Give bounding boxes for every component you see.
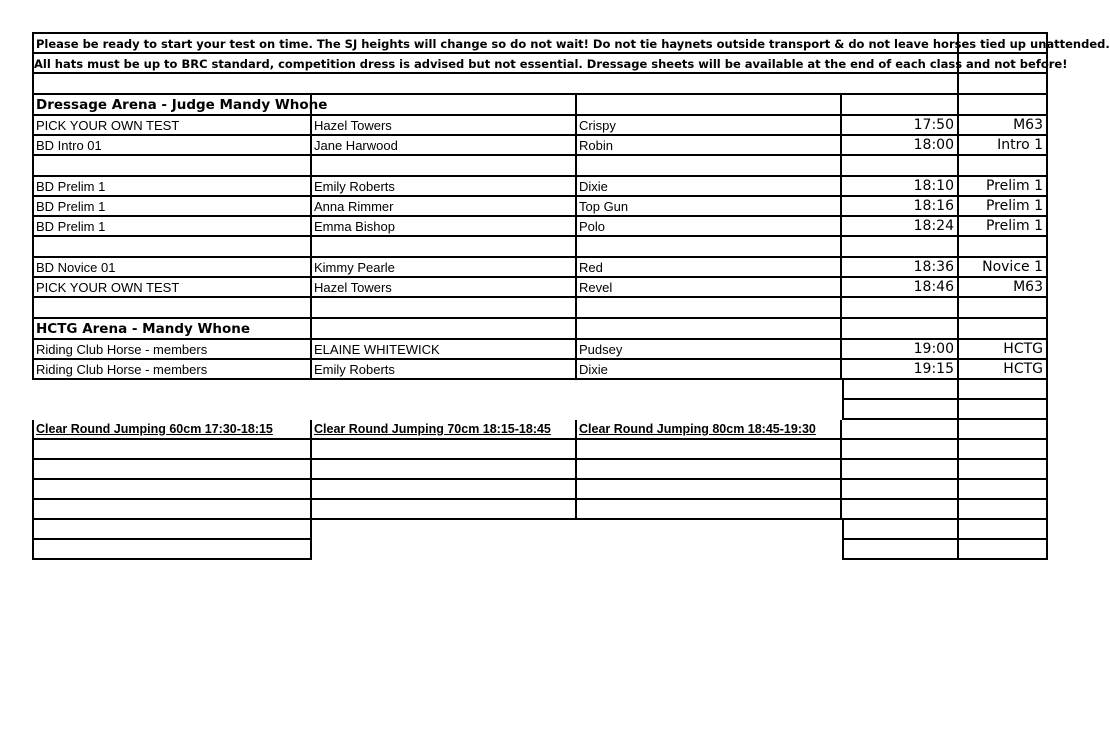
empty-cell <box>959 298 1048 319</box>
start-time: 18:46 <box>842 278 959 298</box>
empty-cell <box>842 420 959 440</box>
test-name: BD Prelim 1 <box>32 177 312 197</box>
empty-cell <box>577 95 842 116</box>
start-time: 17:50 <box>842 116 959 136</box>
test-name: BD Prelim 1 <box>32 217 312 237</box>
notice-line-1: Please be ready to start your test on time. The SJ heights will change so do not wait! Do not tie haynets outside transport & do not leave horses tied up unattended. <box>32 32 959 54</box>
empty-cell <box>842 380 959 400</box>
empty-cell <box>312 319 577 340</box>
empty-cell <box>32 520 312 540</box>
empty-cell <box>959 540 1048 560</box>
test-code: Prelim 1 <box>959 217 1048 237</box>
empty-cell <box>312 298 577 319</box>
test-code: Intro 1 <box>959 136 1048 156</box>
empty-cell <box>577 237 842 258</box>
test-code: M63 <box>959 116 1048 136</box>
empty-cell <box>842 520 959 540</box>
empty-cell <box>577 319 842 340</box>
empty-cell <box>842 95 959 116</box>
empty-cell <box>32 440 312 460</box>
empty-cell <box>32 237 312 258</box>
test-name: Riding Club Horse - members <box>32 360 312 380</box>
empty-cell <box>577 156 842 177</box>
clear-round-heading: Clear Round Jumping 80cm 18:45-19:30 <box>577 420 842 440</box>
empty-cell <box>577 480 842 500</box>
horse-name: Red <box>577 258 842 278</box>
empty-cell <box>312 500 577 520</box>
horse-name: Top Gun <box>577 197 842 217</box>
empty-cell <box>959 440 1048 460</box>
rider-name: Hazel Towers <box>312 278 577 298</box>
start-time: 18:16 <box>842 197 959 217</box>
rider-name: ELAINE WHITEWICK <box>312 340 577 360</box>
horse-name: Crispy <box>577 116 842 136</box>
empty-cell <box>959 420 1048 440</box>
empty-cell <box>842 319 959 340</box>
test-name: PICK YOUR OWN TEST <box>32 278 312 298</box>
clear-round-heading: Clear Round Jumping 60cm 17:30-18:15 <box>32 420 312 440</box>
start-time: 18:00 <box>842 136 959 156</box>
rider-name: Hazel Towers <box>312 116 577 136</box>
horse-name: Polo <box>577 217 842 237</box>
test-name: PICK YOUR OWN TEST <box>32 116 312 136</box>
empty-cell <box>959 520 1048 540</box>
start-time: 19:00 <box>842 340 959 360</box>
empty-cell <box>842 298 959 319</box>
empty-cell <box>959 54 1048 74</box>
empty-cell <box>312 460 577 480</box>
horse-name: Revel <box>577 278 842 298</box>
rider-name: Emily Roberts <box>312 360 577 380</box>
empty-cell <box>32 540 312 560</box>
test-code: HCTG <box>959 340 1048 360</box>
rider-name: Emily Roberts <box>312 177 577 197</box>
test-code: Prelim 1 <box>959 197 1048 217</box>
clear-round-heading: Clear Round Jumping 70cm 18:15-18:45 <box>312 420 577 440</box>
hctg-arena-title: HCTG Arena - Mandy Whone <box>32 319 312 340</box>
empty-cell <box>577 500 842 520</box>
horse-name: Pudsey <box>577 340 842 360</box>
empty-cell <box>32 74 959 95</box>
dressage-arena-title: Dressage Arena - Judge Mandy Whone <box>32 95 312 116</box>
test-name: Riding Club Horse - members <box>32 340 312 360</box>
start-time: 18:36 <box>842 258 959 278</box>
empty-cell <box>577 460 842 480</box>
empty-cell <box>32 500 312 520</box>
start-time: 18:10 <box>842 177 959 197</box>
empty-cell <box>842 480 959 500</box>
start-time: 19:15 <box>842 360 959 380</box>
empty-cell <box>959 237 1048 258</box>
notice-line-2: All hats must be up to BRC standard, competition dress is advised but not essential. Dressage sheets will be available at the end of each class and not before! <box>32 54 959 74</box>
empty-cell <box>32 480 312 500</box>
empty-cell <box>577 298 842 319</box>
rider-name: Jane Harwood <box>312 136 577 156</box>
test-code: Prelim 1 <box>959 177 1048 197</box>
empty-cell <box>842 460 959 480</box>
empty-cell <box>312 95 577 116</box>
empty-cell <box>959 319 1048 340</box>
empty-cell <box>842 440 959 460</box>
test-code: HCTG <box>959 360 1048 380</box>
empty-cell <box>32 298 312 319</box>
test-name: BD Novice 01 <box>32 258 312 278</box>
empty-cell <box>842 400 959 420</box>
empty-cell <box>577 440 842 460</box>
empty-cell <box>959 32 1048 54</box>
test-name: BD Prelim 1 <box>32 197 312 217</box>
start-time: 18:24 <box>842 217 959 237</box>
empty-cell <box>959 500 1048 520</box>
empty-cell <box>959 95 1048 116</box>
empty-cell <box>959 156 1048 177</box>
horse-name: Dixie <box>577 177 842 197</box>
empty-cell <box>959 380 1048 400</box>
empty-cell <box>312 237 577 258</box>
rider-name: Anna Rimmer <box>312 197 577 217</box>
empty-cell <box>959 400 1048 420</box>
empty-cell <box>32 460 312 480</box>
empty-cell <box>842 156 959 177</box>
empty-cell <box>312 156 577 177</box>
empty-cell <box>959 480 1048 500</box>
empty-cell <box>312 440 577 460</box>
rider-name: Kimmy Pearle <box>312 258 577 278</box>
empty-cell <box>312 480 577 500</box>
test-code: M63 <box>959 278 1048 298</box>
rider-name: Emma Bishop <box>312 217 577 237</box>
empty-cell <box>842 500 959 520</box>
test-code: Novice 1 <box>959 258 1048 278</box>
empty-cell <box>842 540 959 560</box>
empty-cell <box>959 460 1048 480</box>
horse-name: Dixie <box>577 360 842 380</box>
empty-cell <box>842 237 959 258</box>
empty-cell <box>959 74 1048 95</box>
horse-name: Robin <box>577 136 842 156</box>
test-name: BD Intro 01 <box>32 136 312 156</box>
empty-cell <box>32 156 312 177</box>
